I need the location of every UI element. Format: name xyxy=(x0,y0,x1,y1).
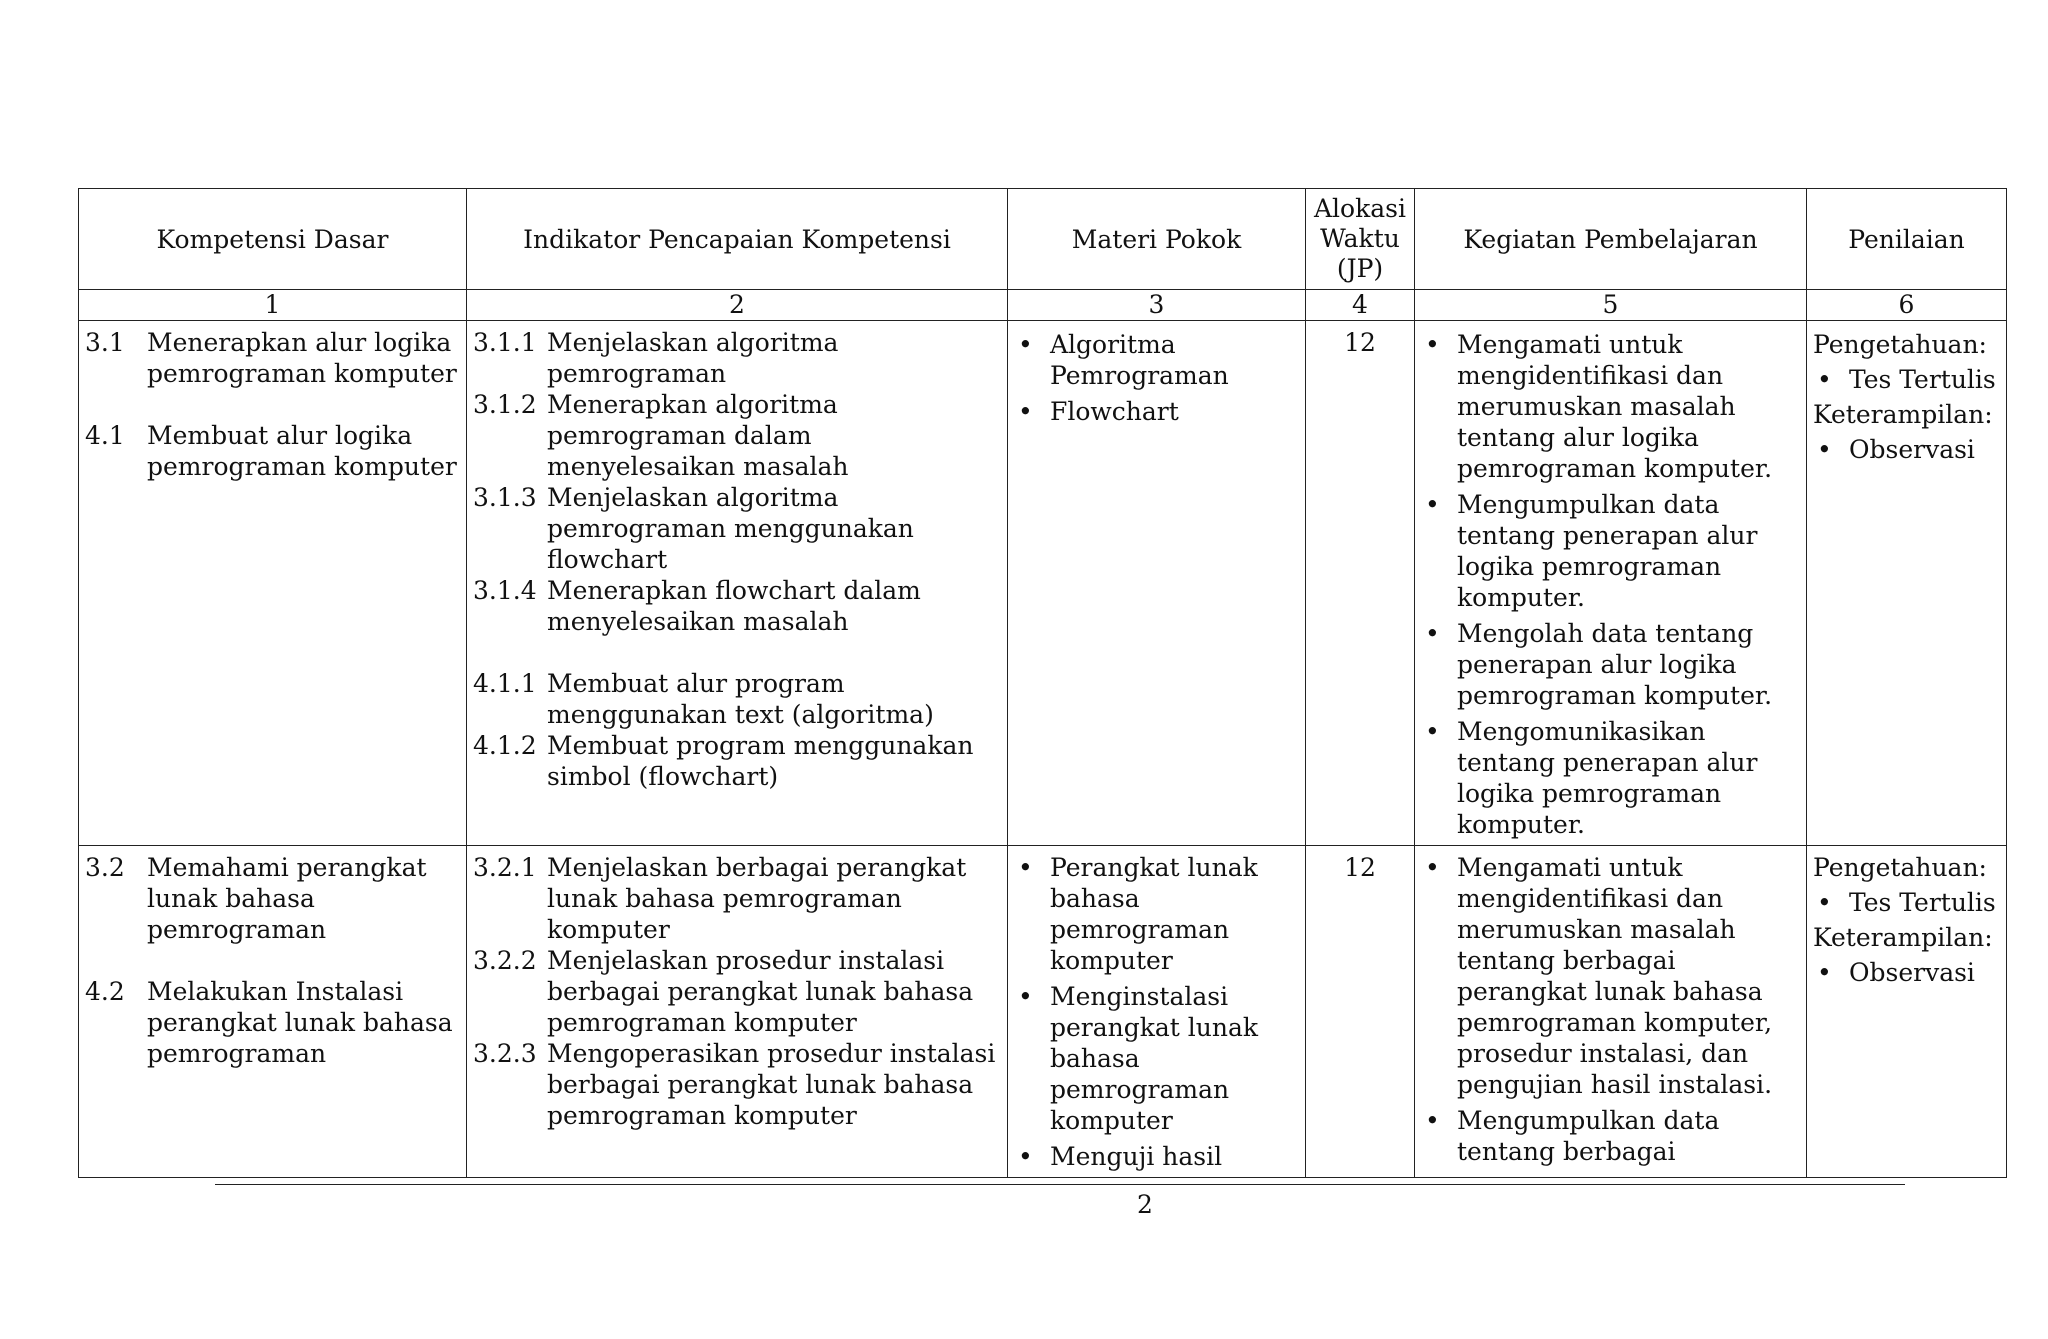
header-alokasi-waktu xyxy=(1306,189,1415,290)
indikator-item xyxy=(473,575,1001,637)
table-row xyxy=(79,321,2007,846)
kd-cell xyxy=(79,846,467,1178)
kd-number: 4.2 xyxy=(85,977,125,1006)
indikator-item xyxy=(473,945,1001,1038)
kegiatan-text: Mengamati untuk mengidentifikasi dan merumuskan masalah tentang berbagai perangkat lunak bahasa pemrograman komputer, prosedur instalasi, dan pengujian hasil instalasi. xyxy=(1457,853,1773,1099)
header-indikator: Indikator Pencapaian Kompetensi xyxy=(467,189,1008,290)
silabus-table xyxy=(78,188,2007,1178)
keterampilan-label: Keterampilan: xyxy=(1813,400,1993,429)
column-number: 5 xyxy=(1415,290,1807,321)
kegiatan-cell xyxy=(1415,846,1807,1178)
indikator-item xyxy=(473,1038,1001,1131)
indikator-text: Menjelaskan algoritma pemrograman menggunakan flowchart xyxy=(547,483,914,574)
indikator-cell xyxy=(467,846,1008,1178)
pengetahuan-list xyxy=(1813,887,2000,918)
header-penilaian: Penilaian xyxy=(1807,189,2007,290)
indikator-text: Menerapkan flowchart dalam menyelesaikan masalah xyxy=(547,576,921,636)
keterampilan-item: Observasi xyxy=(1849,435,1975,464)
list-item xyxy=(1813,887,2000,918)
kegiatan-list xyxy=(1421,852,1800,1167)
pengetahuan-item: Tes Tertulis xyxy=(1849,888,1996,917)
pengetahuan-label: Pengetahuan: xyxy=(1813,853,1987,882)
pengetahuan-list xyxy=(1813,364,2000,395)
list-item xyxy=(1421,618,1800,711)
bullet-icon: • xyxy=(1425,853,1440,882)
indikator-text: Membuat program menggunakan simbol (flowchart) xyxy=(547,731,974,791)
penilaian-cell xyxy=(1807,321,2007,846)
materi-text: Perangkat lunak bahasa pemrograman komputer xyxy=(1050,853,1258,975)
materi-text: Menginstalasi perangkat lunak bahasa pemrograman komputer xyxy=(1050,982,1259,1135)
indikator-text: Menjelaskan prosedur instalasi berbagai perangkat lunak bahasa pemrograman komputer xyxy=(547,946,974,1037)
header-materi-pokok: Materi Pokok xyxy=(1008,189,1306,290)
indikator-item xyxy=(473,327,1001,389)
header-kompetensi-dasar: Kompetensi Dasar xyxy=(79,189,467,290)
kegiatan-text: Mengolah data tentang penerapan alur logika pemrograman komputer. xyxy=(1457,619,1773,710)
kd-text: Memahami perangkat lunak bahasa pemrograman xyxy=(147,853,427,944)
bullet-icon: • xyxy=(1425,330,1440,359)
column-number: 6 xyxy=(1807,290,2007,321)
indikator-number: 3.2.2 xyxy=(473,946,537,975)
kd-number: 3.1 xyxy=(85,328,125,357)
list-item xyxy=(1421,1105,1800,1167)
indikator-item xyxy=(473,389,1001,482)
bullet-icon: • xyxy=(1018,1142,1033,1171)
footer-divider xyxy=(215,1184,1905,1185)
keterampilan-list xyxy=(1813,957,2000,988)
bullet-icon: • xyxy=(1817,888,1832,917)
kd-item xyxy=(85,852,460,945)
kd-text: Melakukan Instalasi perangkat lunak bahasa pemrograman xyxy=(147,977,453,1068)
bullet-icon: • xyxy=(1018,397,1033,426)
list-item xyxy=(1813,434,2000,465)
bullet-icon: • xyxy=(1817,958,1832,987)
header-alokasi-line2: Waktu xyxy=(1320,224,1400,253)
kd-text: Menerapkan alur logika pemrograman komputer xyxy=(147,328,457,388)
kegiatan-text: Mengumpulkan data tentang penerapan alur logika pemrograman komputer. xyxy=(1457,490,1758,612)
bullet-icon: • xyxy=(1817,365,1832,394)
kd-item xyxy=(85,327,460,389)
list-item xyxy=(1421,852,1800,1100)
alokasi-value: 12 xyxy=(1344,328,1376,357)
materi-text: Menguji hasil xyxy=(1050,1142,1223,1171)
pengetahuan-item: Tes Tertulis xyxy=(1849,365,1996,394)
penilaian-cell xyxy=(1807,846,2007,1178)
kegiatan-list xyxy=(1421,329,1800,840)
indikator-number: 3.1.2 xyxy=(473,390,537,419)
kd-item xyxy=(85,420,460,482)
kegiatan-text: Mengamati untuk mengidentifikasi dan merumuskan masalah tentang alur logika pemrograman komputer. xyxy=(1457,330,1773,483)
indikator-cell xyxy=(467,321,1008,846)
list-item xyxy=(1014,1141,1299,1172)
list-item xyxy=(1014,329,1299,391)
bullet-icon: • xyxy=(1018,853,1033,882)
bullet-icon: • xyxy=(1425,490,1440,519)
bullet-icon: • xyxy=(1425,619,1440,648)
indikator-number: 4.1.2 xyxy=(473,731,537,760)
kd-cell xyxy=(79,321,467,846)
column-number: 1 xyxy=(79,290,467,321)
header-kegiatan: Kegiatan Pembelajaran xyxy=(1415,189,1807,290)
indikator-text: Mengoperasikan prosedur instalasi berbagai perangkat lunak bahasa pemrograman komputer xyxy=(547,1039,996,1130)
kegiatan-cell xyxy=(1415,321,1807,846)
indikator-text: Menjelaskan algoritma pemrograman xyxy=(547,328,839,388)
indikator-number: 3.2.1 xyxy=(473,853,537,882)
alokasi-value: 12 xyxy=(1344,853,1376,882)
bullet-icon: • xyxy=(1817,435,1832,464)
indikator-number: 4.1.1 xyxy=(473,669,537,698)
list-item xyxy=(1813,957,2000,988)
keterampilan-list xyxy=(1813,434,2000,465)
column-number-row xyxy=(79,290,2007,321)
page-number: 2 xyxy=(1137,1190,1153,1219)
column-number: 4 xyxy=(1306,290,1415,321)
list-item xyxy=(1014,396,1299,427)
kd-text: Membuat alur logika pemrograman komputer xyxy=(147,421,457,481)
indikator-item xyxy=(473,482,1001,575)
indikator-item xyxy=(473,668,1001,730)
indikator-text: Menjelaskan berbagai perangkat lunak bahasa pemrograman komputer xyxy=(547,853,967,944)
column-number: 3 xyxy=(1008,290,1306,321)
table-row xyxy=(79,846,2007,1178)
kd-number: 4.1 xyxy=(85,421,125,450)
header-alokasi-line3: (JP) xyxy=(1336,254,1384,283)
indikator-item xyxy=(473,730,1001,792)
kegiatan-text: Mengumpulkan data tentang berbagai xyxy=(1457,1106,1720,1166)
indikator-number: 3.1.4 xyxy=(473,576,537,605)
bullet-icon: • xyxy=(1018,330,1033,359)
materi-text: Flowchart xyxy=(1050,397,1179,426)
indikator-number: 3.2.3 xyxy=(473,1039,537,1068)
indikator-item xyxy=(473,852,1001,945)
indikator-number: 3.1.3 xyxy=(473,483,537,512)
materi-cell xyxy=(1008,846,1306,1178)
bullet-icon: • xyxy=(1018,982,1033,1011)
kegiatan-text: Mengomunikasikan tentang penerapan alur logika pemrograman komputer. xyxy=(1457,717,1758,839)
list-item xyxy=(1421,489,1800,613)
indikator-text: Menerapkan algoritma pemrograman dalam menyelesaikan masalah xyxy=(547,390,849,481)
header-row xyxy=(79,189,2007,290)
bullet-icon: • xyxy=(1425,1106,1440,1135)
bullet-icon: • xyxy=(1425,717,1440,746)
indikator-number: 3.1.1 xyxy=(473,328,537,357)
materi-list xyxy=(1014,329,1299,427)
materi-text: Algoritma Pemrograman xyxy=(1050,330,1229,390)
pengetahuan-label: Pengetahuan: xyxy=(1813,330,1987,359)
header-alokasi-line1: Alokasi xyxy=(1314,194,1406,223)
list-item xyxy=(1014,981,1299,1136)
materi-list xyxy=(1014,852,1299,1172)
keterampilan-label: Keterampilan: xyxy=(1813,923,1993,952)
alokasi-cell xyxy=(1306,321,1415,846)
materi-cell xyxy=(1008,321,1306,846)
kd-item xyxy=(85,976,460,1069)
list-item xyxy=(1813,364,2000,395)
list-item xyxy=(1014,852,1299,976)
kd-number: 3.2 xyxy=(85,853,125,882)
list-item xyxy=(1421,716,1800,840)
indikator-text: Membuat alur program menggunakan text (algoritma) xyxy=(547,669,934,729)
column-number: 2 xyxy=(467,290,1008,321)
list-item xyxy=(1421,329,1800,484)
keterampilan-item: Observasi xyxy=(1849,958,1975,987)
alokasi-cell xyxy=(1306,846,1415,1178)
